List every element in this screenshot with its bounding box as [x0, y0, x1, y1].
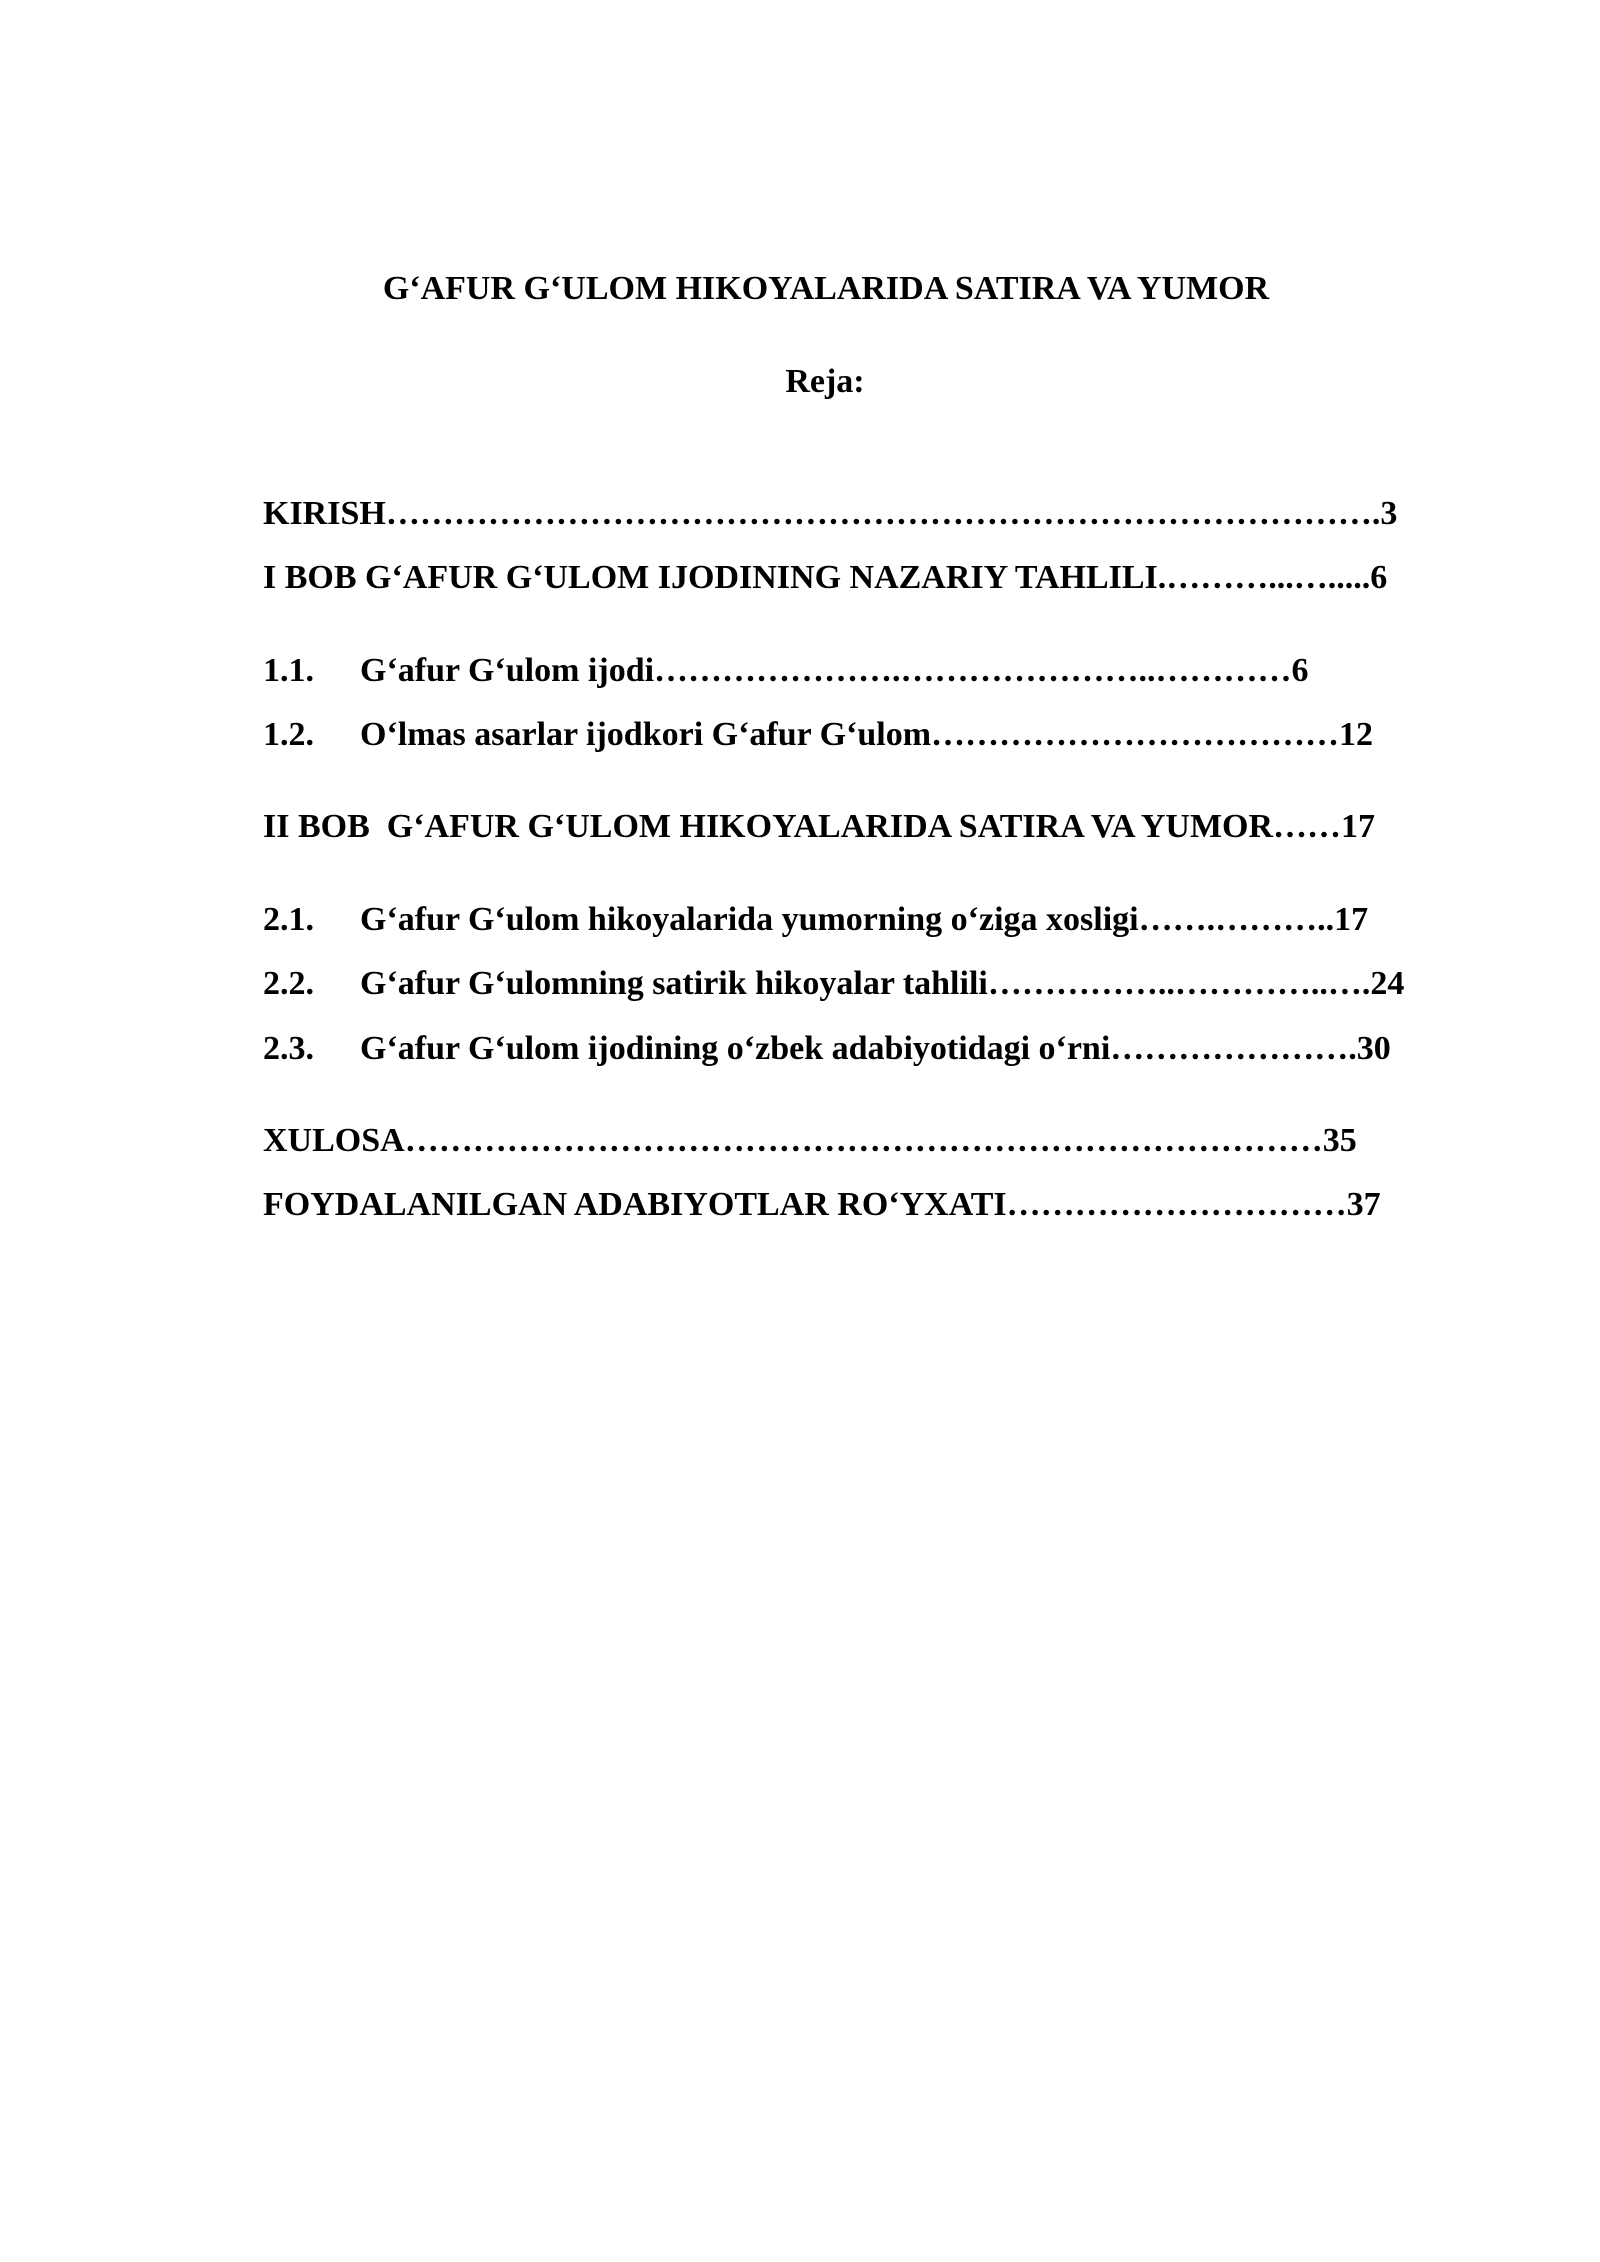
- toc-entry-text: XULOSA………………………………………………………………………35: [263, 1122, 1357, 1159]
- plan-heading: Reja:: [785, 363, 865, 400]
- toc-entry-text: G‘afur G‘ulom ijodi………………….…………………..…………6: [360, 652, 1309, 689]
- toc-entry-text: G‘afur G‘ulomning satirik hikoyalar tahlili……………..…………..….24: [360, 965, 1405, 1002]
- toc-entry-text: II BOB G‘AFUR G‘ULOM HIKOYALARIDA SATIRA VA YUMOR……17: [263, 808, 1376, 845]
- toc-entry-number: 1.1.: [263, 652, 314, 689]
- document-title: G‘AFUR G‘ULOM HIKOYALARIDA SATIRA VA YUMOR: [382, 270, 1270, 307]
- toc-entry-text: G‘afur G‘ulom hikoyalarida yumorning o‘ziga xosligi…….………..17: [360, 901, 1369, 938]
- toc-entry-references: [229, 1145, 1381, 1265]
- toc-entry-text: O‘lmas asarlar ijodkori G‘afur G‘ulom………………………………12: [360, 716, 1374, 753]
- toc-entry-text: FOYDALANILGAN ADABIYOTLAR RO‘YXATI…………………………37: [263, 1186, 1381, 1223]
- toc-entry-text: G‘afur G‘ulom ijodining o‘zbek adabiyotidagi o‘rni………………….30: [360, 1030, 1391, 1067]
- toc-entry-number: 2.1.: [263, 901, 314, 938]
- toc-entry-text: KIRISH…………………………………………………………………………….3: [263, 495, 1398, 532]
- toc-entry-text: I BOB G‘AFUR G‘ULOM IJODINING NAZARIY TAHLILI.………...….....6: [263, 559, 1388, 596]
- toc-entry-number: 1.2.: [263, 716, 314, 753]
- toc-entry-number: 2.2.: [263, 965, 314, 1002]
- toc-entry-number: 2.3.: [263, 1030, 314, 1067]
